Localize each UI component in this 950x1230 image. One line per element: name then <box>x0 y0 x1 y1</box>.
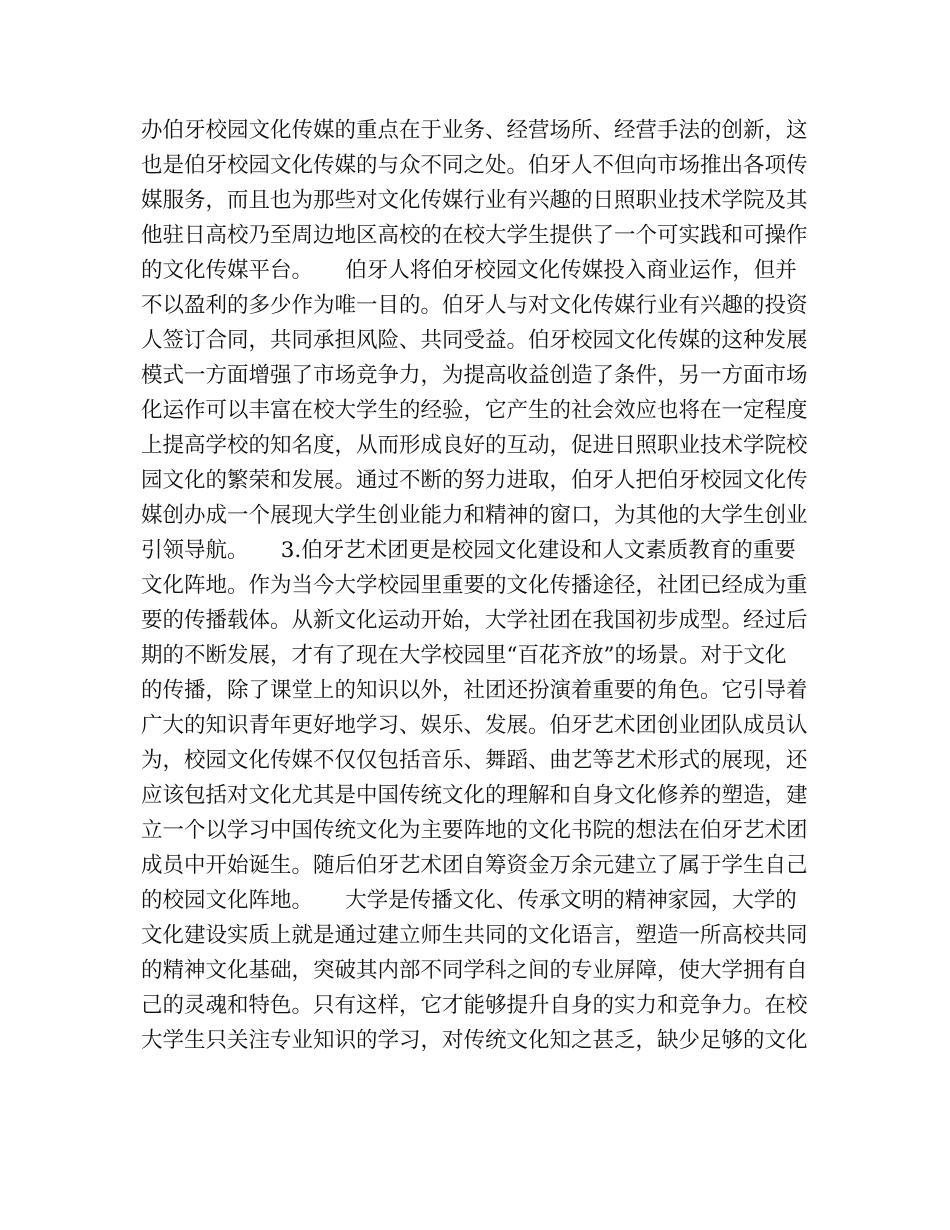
text-line: 期的不断发展，才有了现在大学校园里“百花齐放”的场景。对于文化 <box>141 643 787 668</box>
text-line: 办伯牙校园文化传媒的重点在于业务、经营场所、经营手法的创新，这 <box>141 118 808 143</box>
text-line: 的传播，除了课堂上的知识以外，社团还扮演着重要的角色。它引导着 <box>141 678 808 703</box>
text-line: 广大的知识青年更好地学习、娱乐、发展。伯牙艺术团创业团队成员认 <box>141 713 808 738</box>
text-line: 也是伯牙校园文化传媒的与众不同之处。伯牙人不但向市场推出各项传 <box>141 153 808 178</box>
body-text <box>141 113 821 1058</box>
text-line: 化运作可以丰富在校大学生的经验，它产生的社会效应也将在一定程度 <box>141 398 808 423</box>
text-line: 的文化传媒平台。 伯牙人将伯牙校园文化传媒投入商业运作，但并 <box>141 258 797 283</box>
text-line: 文化建设实质上就是通过建立师生共同的文化语言，塑造一所高校共同 <box>141 923 808 948</box>
text-line: 要的传播载体。从新文化运动开始，大学社团在我国初步成型。经过后 <box>141 608 808 633</box>
text-line: 媒创办成一个展现大学生创业能力和精神的窗口，为其他的大学生创业 <box>141 503 808 528</box>
text-line: 立一个以学习中国传统文化为主要阵地的文化书院的想法在伯牙艺术团 <box>141 818 808 843</box>
text-line: 己的灵魂和特色。只有这样，它才能够提升自身的实力和竞争力。在校 <box>141 993 808 1018</box>
text-line: 大学生只关注专业知识的学习，对传统文化知之甚乏，缺少足够的文化 <box>141 1028 808 1053</box>
text-line: 成员中开始诞生。随后伯牙艺术团自筹资金万余元建立了属于学生自己 <box>141 853 808 878</box>
text-line: 的校园文化阵地。 大学是传播文化、传承文明的精神家园，大学的 <box>141 888 797 913</box>
text-line: 的精神文化基础，突破其内部不同学科之间的专业屏障，使大学拥有自 <box>141 958 808 983</box>
text-line: 人签订合同，共同承担风险、共同受益。伯牙校园文化传媒的这种发展 <box>141 328 808 353</box>
text-line: 应该包括对文化尤其是中国传统文化的理解和自身文化修养的塑造，建 <box>141 783 808 808</box>
text-line: 模式一方面增强了市场竞争力，为提高收益创造了条件，另一方面市场 <box>141 363 808 388</box>
text-line: 媒服务，而且也为那些对文化传媒行业有兴趣的日照职业技术学院及其 <box>141 188 808 213</box>
text-line: 上提高学校的知名度，从而形成良好的互动，促进日照职业技术学院校 <box>141 433 808 458</box>
text-line: 为，校园文化传媒不仅仅包括音乐、舞蹈、曲艺等艺术形式的展现，还 <box>141 748 808 773</box>
text-line: 他驻日高校乃至周边地区高校的在校大学生提供了一个可实践和可操作 <box>141 223 808 248</box>
text-line: 引领导航。 3.伯牙艺术团更是校园文化建设和人文素质教育的重要 <box>141 538 796 563</box>
text-line: 园文化的繁荣和发展。通过不断的努力进取，伯牙人把伯牙校园文化传 <box>141 468 808 493</box>
text-line: 文化阵地。作为当今大学校园里重要的文化传播途径，社团已经成为重 <box>141 573 808 598</box>
text-line: 不以盈利的多少作为唯一目的。伯牙人与对文化传媒行业有兴趣的投资 <box>141 293 808 318</box>
